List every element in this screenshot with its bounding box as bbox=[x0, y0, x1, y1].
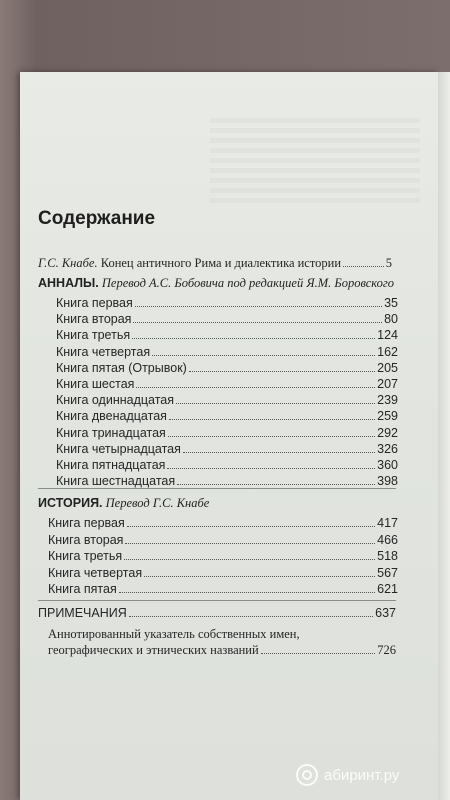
toc-entry bbox=[56, 409, 398, 423]
annals-label: АННАЛЫ. bbox=[38, 276, 99, 290]
toc-entry-intro bbox=[38, 256, 392, 271]
toc-entry bbox=[56, 442, 398, 456]
toc-entry bbox=[48, 549, 398, 563]
toc-entry-title: Книга первая bbox=[48, 516, 125, 530]
page-number: 326 bbox=[377, 441, 398, 456]
leader-dots bbox=[177, 484, 375, 485]
toc-entry bbox=[56, 474, 398, 488]
leader-dots bbox=[135, 306, 382, 307]
page-number: 239 bbox=[377, 393, 398, 408]
toc-entry-title: Книга пятнадцатая bbox=[56, 458, 166, 472]
toc-entry-title: Книга одиннадцатая bbox=[56, 393, 175, 408]
page-number: 35 bbox=[384, 296, 398, 310]
toc-entry-title: Книга вторая bbox=[56, 312, 132, 327]
toc-entry bbox=[56, 361, 398, 375]
notes-title: ПРИМЕЧАНИЯ bbox=[38, 606, 127, 620]
toc-entry-title: Книга тринадцатая bbox=[56, 425, 166, 440]
page-number: 726 bbox=[377, 643, 396, 657]
leader-dots bbox=[119, 592, 375, 593]
leader-dots bbox=[168, 436, 375, 437]
page-number: 518 bbox=[377, 549, 398, 564]
leader-dots bbox=[261, 653, 376, 654]
toc-entry-title: Книга четырнадцатая bbox=[56, 441, 181, 456]
toc-entry bbox=[56, 393, 398, 407]
toc-entry bbox=[48, 516, 398, 530]
toc-entry bbox=[56, 296, 398, 310]
annals-subtitle: Перевод А.С. Бобовича под редакцией Я.М. Боровского bbox=[101, 276, 395, 290]
page-number: 5 bbox=[385, 256, 392, 270]
index-line2: географических и этнических названий bbox=[48, 643, 259, 657]
index-line1: Аннотированный указатель собственных имен, bbox=[48, 627, 300, 641]
toc-entry bbox=[56, 458, 398, 472]
history-section-heading bbox=[38, 496, 209, 511]
page-number: 567 bbox=[377, 565, 398, 580]
history-label: ИСТОРИЯ. bbox=[38, 496, 103, 510]
toc-entry-title: Книга пятая (Отрывок) bbox=[56, 360, 187, 375]
toc-entry-title: Книга шестая bbox=[56, 377, 135, 391]
toc-entry-title: Книга шестнадцатая bbox=[56, 474, 176, 489]
annals-section-heading bbox=[38, 276, 394, 291]
toc-entry bbox=[56, 328, 398, 342]
page-number: 259 bbox=[377, 409, 398, 424]
section-divider bbox=[38, 600, 396, 601]
leader-dots bbox=[152, 355, 375, 356]
page-number: 360 bbox=[377, 458, 398, 472]
toc-entry bbox=[48, 533, 398, 547]
toc-entry-index bbox=[48, 643, 396, 658]
page-number: 398 bbox=[377, 474, 398, 489]
history-subtitle: Перевод Г.С. Кнабе bbox=[105, 496, 210, 510]
leader-dots bbox=[125, 543, 375, 544]
page-number: 637 bbox=[375, 606, 396, 620]
toc-entry-title: Книга третья bbox=[56, 328, 131, 343]
toc-entry-notes bbox=[38, 606, 396, 620]
leader-dots bbox=[133, 322, 382, 323]
page-number: 162 bbox=[377, 344, 398, 359]
leader-dots bbox=[183, 452, 375, 453]
page-number: 207 bbox=[377, 377, 398, 391]
leader-dots bbox=[129, 616, 373, 617]
toc-entry bbox=[56, 312, 398, 326]
toc-entry-title: Книга первая bbox=[56, 296, 133, 310]
toc-entry-index-line1 bbox=[48, 627, 396, 642]
toc-entry bbox=[56, 345, 398, 359]
toc-entry-title: Книга двенадцатая bbox=[56, 409, 167, 424]
show-through-text bbox=[210, 118, 420, 208]
toc-entry-title: Книга четвертая bbox=[48, 565, 143, 580]
toc-entry-title: Книга пятая bbox=[48, 582, 117, 597]
toc-entry-title bbox=[38, 256, 341, 271]
page-number: 621 bbox=[377, 582, 398, 597]
labyrinth-logo-icon bbox=[296, 764, 318, 786]
toc-entry bbox=[48, 566, 398, 580]
leader-dots bbox=[167, 468, 375, 469]
leader-dots bbox=[343, 266, 384, 267]
watermark-text: абиринт.ру bbox=[324, 766, 400, 784]
toc-entry-title: Книга вторая bbox=[48, 532, 124, 547]
toc-entry bbox=[56, 426, 398, 440]
page-number: 466 bbox=[377, 532, 398, 547]
toc-entry-title: Книга четвертая bbox=[56, 344, 151, 359]
section-divider bbox=[38, 488, 396, 489]
intro-author: Г.С. Кнабе. bbox=[38, 256, 98, 270]
toc-entry-title: Книга третья bbox=[48, 549, 123, 564]
page-number: 417 bbox=[377, 516, 398, 530]
page-edge bbox=[438, 72, 450, 800]
leader-dots bbox=[132, 338, 375, 339]
toc-heading: Содержание bbox=[38, 208, 156, 229]
leader-dots bbox=[144, 576, 375, 577]
leader-dots bbox=[136, 387, 375, 388]
leader-dots bbox=[189, 371, 375, 372]
page-number: 124 bbox=[377, 328, 398, 343]
watermark bbox=[296, 764, 399, 786]
leader-dots bbox=[124, 559, 375, 560]
toc-entry bbox=[48, 582, 398, 596]
intro-title: Конец античного Рима и диалектика истории bbox=[100, 256, 342, 270]
page-number: 205 bbox=[377, 360, 398, 375]
page-number: 80 bbox=[384, 312, 398, 327]
toc-entry bbox=[56, 377, 398, 391]
leader-dots bbox=[176, 403, 375, 404]
leader-dots bbox=[169, 419, 375, 420]
leader-dots bbox=[127, 526, 375, 527]
page-number: 292 bbox=[377, 425, 398, 440]
